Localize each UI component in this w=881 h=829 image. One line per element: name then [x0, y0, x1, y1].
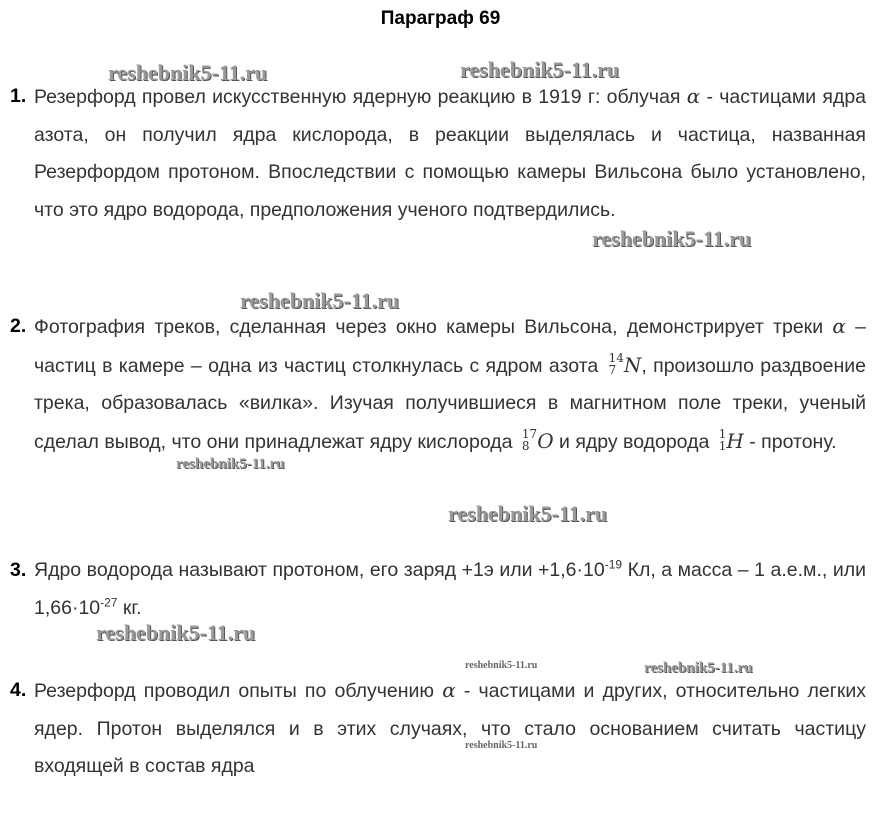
isotope-oxygen: 17 8: [521, 427, 538, 454]
watermark: reshebnik5-11.ru: [448, 501, 608, 526]
paragraph-2: [10, 308, 866, 461]
item-text: Фотография треков, сделанная через окно камеры Вильсона, демонстрирует треки α – частиц в камере – одна из частиц столкнулась с ядром азота 14 7 N, произошло раздвоение трека, образовалась «вилка». Изучая получившиеся в магнитном поле треки, ученый сделал вывод, что они принадлежат ядру кислорода 17 8 O и ядру водорода 1 1 H - протону.: [34, 314, 867, 454]
item-number: 4.: [10, 679, 27, 701]
watermark: reshebnik5-11.ru: [592, 226, 752, 251]
page-title: Параграф 69: [380, 8, 501, 29]
watermark: reshebnik5-11.ru: [460, 57, 620, 82]
paragraph-1: [10, 78, 866, 229]
alpha-symbol: α: [832, 314, 846, 338]
item-number: 1.: [10, 85, 27, 107]
paragraph-4: [10, 672, 866, 786]
item-text: Ядро водорода называют протоном, его заряд +1э или $+1,6\cdot 10^{-19}$ Кл, а масса – 1 а.е.м., или $1,66\cdot 10^{-27}$ кг.: [34, 557, 866, 619]
watermark: reshebnik5-11.ru: [465, 660, 538, 671]
item-text: Резерфорд проводил опыты по облучению α - частицами и других, относительно легких ядер. Протон выделялся и в этих случаях, что стало основанием считать частицу входящей в состав ядра: [34, 678, 866, 777]
watermark: reshebnik5-11.ru: [96, 620, 256, 645]
item-number: 3.: [10, 559, 27, 581]
watermark: reshebnik5-11.ru: [108, 60, 268, 85]
watermark: reshebnik5-11.ru: [465, 740, 538, 751]
watermark: reshebnik5-11.ru: [240, 288, 400, 313]
item-text: Резерфорд провел искусственную ядерную реакцию в 1919 г: облучая α - частицами ядра азота, он получил ядра кислорода, в реакции выделялась и частица, названная Резерфордом протоном. Впоследствии с помощью камеры Вильсона было установлено, что это ядро водорода, предположения ученого подтвердились.: [34, 84, 867, 221]
item-number: 2.: [10, 315, 27, 337]
watermark: reshebnik5-11.ru: [644, 660, 753, 676]
alpha-symbol: α: [442, 678, 456, 702]
alpha-symbol: α: [686, 84, 701, 108]
paragraph-3: [10, 552, 866, 627]
watermark: reshebnik5-11.ru: [176, 456, 285, 472]
isotope-nitrogen: 14 7: [608, 351, 624, 378]
isotope-hydrogen: 1 1: [718, 427, 727, 454]
